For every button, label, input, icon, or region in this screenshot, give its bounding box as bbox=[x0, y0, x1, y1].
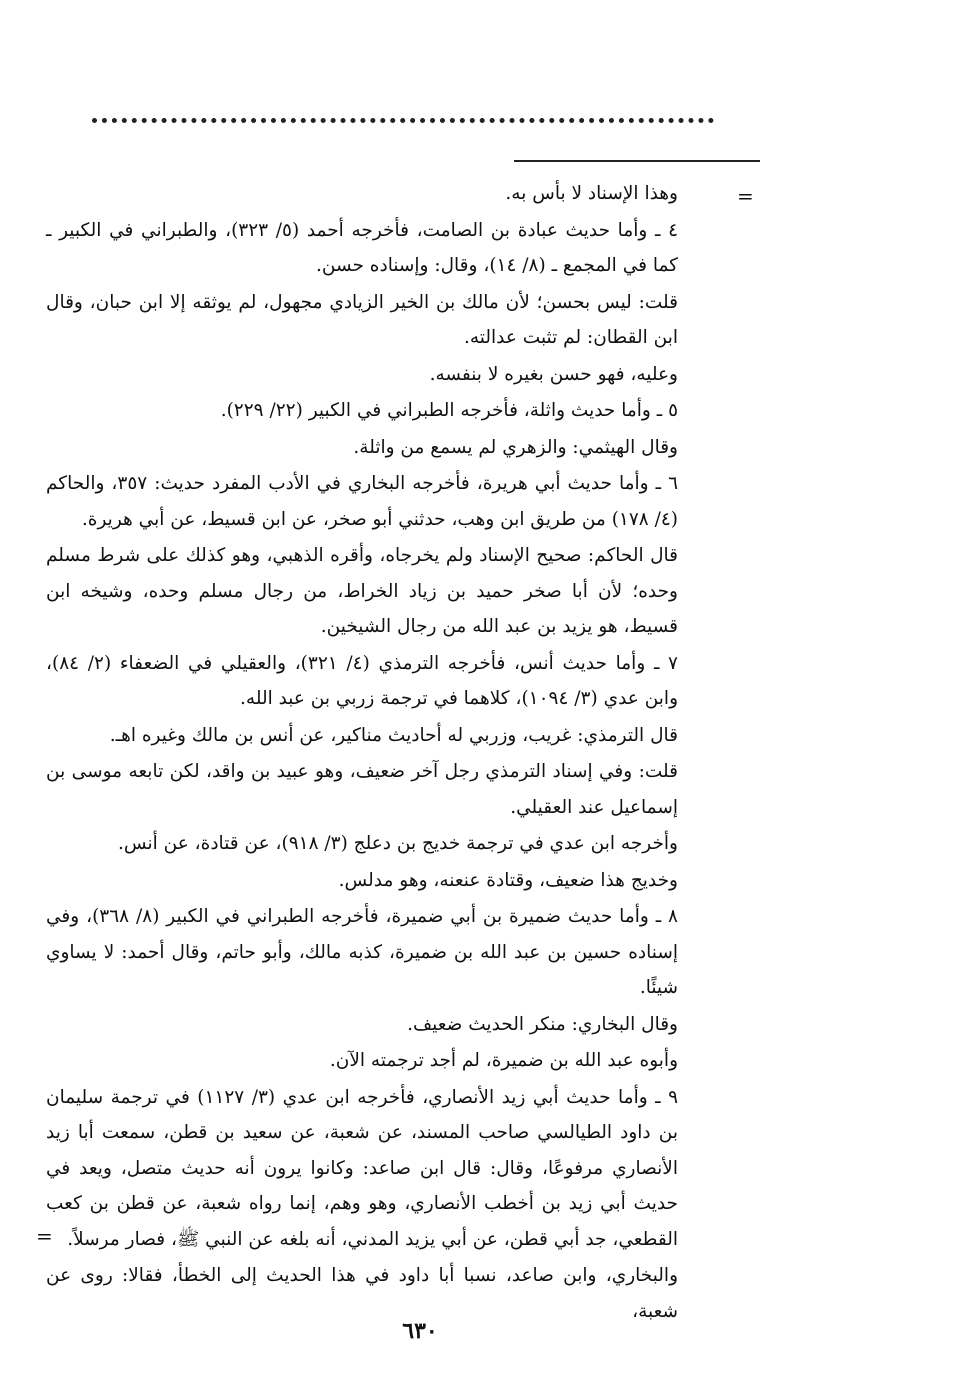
paragraph: ٨ ـ وأما حديث ضميرة بن أبي ضميرة، فأخرجه الطبراني في الكبير (٨/ ٣٦٨)، وفي إسناده حسين بن عبد الله بن ضميرة، كذبه مالك، وأبو حاتم، وقال أحمد: لا يساوي شيئًا. bbox=[46, 906, 678, 998]
paragraph: وهذا الإسناد لا بأس به. bbox=[505, 183, 678, 204]
footnote-text bbox=[46, 176, 678, 1330]
paragraph: وأبوه عبد الله بن ضميرة، لم أجد ترجمته الآن. bbox=[329, 1050, 678, 1071]
paragraph: وقال البخاري: منكر الحديث ضعيف. bbox=[407, 1013, 678, 1035]
dotted-separator bbox=[92, 118, 714, 123]
paragraph: ٤ ـ وأما حديث عبادة بن الصامت، فأخرجه أحمد (٥/ ٣٢٣)، والطبراني في الكبير ـ كما في المجمع ـ (٨/ ١٤)، وقال: وإسناده حسن. bbox=[46, 219, 678, 276]
paragraph: ٧ ـ وأما حديث أنس، فأخرجه الترمذي (٤/ ٣٢١)، والعقيلي في الضعفاء (٢/ ٨٤)، وابن عدي (٣/ ١٠٩٤)، كلاهما في ترجمة زربي بن عبد الله. bbox=[46, 652, 678, 709]
paragraph: ٩ ـ وأما حديث أبي زيد الأنصاري، فأخرجه ابن عدي (٣/ ١١٢٧) في ترجمة سليمان بن داود الطيالسي صاحب المسند، عن شعبة، عن سعيد بن قطن، سمعت أبا زيد الأنصاري مرفوعًا، وقال: قال ابن صاعد: وكانوا يرون أنه حديث متصل، ويعد في حديث أبي زيد بن أخطب الأنصاري، وهو وهم، إنما رواه شعبة، عن قطن بن كعب القطعي، جد أبي قطن، عن أبي يزيد المدني، أنه بلغه عن النبي ﷺ، فصار مرسلاً. bbox=[46, 1086, 678, 1250]
page-number: ٦٣٠ bbox=[402, 1318, 438, 1344]
paragraph: قال الحاكم: صحيح الإسناد ولم يخرجاه، وأقره الذهبي، وهو كذلك على شرط مسلم وحده؛ لأن أبا صخر حميد بن زياد الخراط، من رجال مسلم وحده، وشيخه ابن قسيط، هو يزيد بن عبد الله من رجال الشيخين. bbox=[46, 545, 678, 637]
paragraph: قلت: ليس بحسن؛ لأن مالك بن الخير الزيادي مجهول، لم يوثقه إلا ابن حبان، وقال ابن القطان: لم تثبت عدالته. bbox=[46, 291, 678, 348]
paragraph: وخديج هذا ضعيف، وقتادة عنعنه، وهو مدلس. bbox=[338, 869, 678, 891]
paragraph: قال الترمذي: غريب، وزربي له أحاديث مناكير، عن أنس بن مالك وغيره اهـ. bbox=[109, 724, 678, 746]
paragraph: ٦ ـ وأما حديث أبي هريرة، فأخرجه البخاري في الأدب المفرد حديث: ٣٥٧، والحاكم (٤/ ١٧٨) من طريق ابن وهب، حدثني أبو صخر، عن ابن قسيط، عن أبي هريرة. bbox=[46, 473, 678, 530]
paragraph: وأخرجه ابن عدي في ترجمة خديج بن دعلج (٣/ ٩١٨)، عن قتادة، عن أنس. bbox=[118, 833, 678, 854]
paragraph: وقال الهيثمي: والزهري لم يسمع من واثلة. bbox=[353, 436, 678, 458]
paragraph: وعليه، فهو حسن بغيره لا بنفسه. bbox=[429, 363, 678, 385]
continuation-marker-top: = bbox=[737, 184, 754, 208]
paragraph: والبخاري، وابن صاعد، نسبا أبا داود في هذا الحديث إلى الخطأ، فقالا: روى عن شعبة، bbox=[46, 1265, 678, 1322]
paragraph: ٥ ـ وأما حديث واثلة، فأخرجه الطبراني في الكبير (٢٢/ ٢٢٩). bbox=[220, 400, 678, 421]
paragraph: قلت: وفي إسناد الترمذي رجل آخر ضعيف، وهو عبيد بن واقد، لكن تابعه موسى بن إسماعيل عند العقيلي. bbox=[46, 761, 678, 818]
footnote-rule bbox=[514, 160, 760, 162]
continuation-marker-bottom: = bbox=[36, 1224, 53, 1248]
